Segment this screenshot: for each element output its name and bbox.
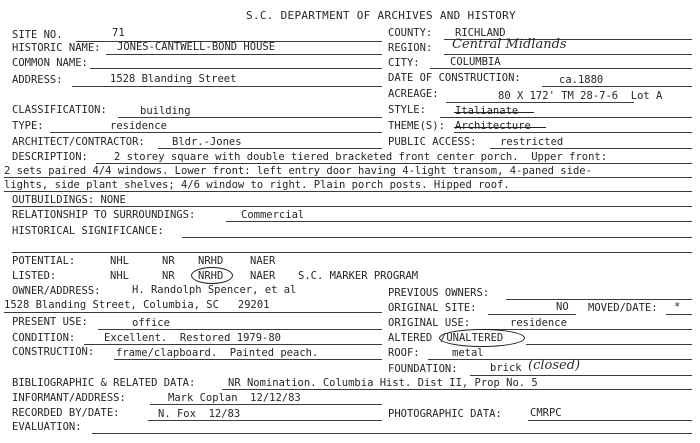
region-label: REGION: [388,42,433,54]
classification-line [118,117,382,118]
present-use-line [98,329,382,330]
original-site-label: ORIGINAL SITE: [388,302,477,314]
unaltered-circle [439,329,525,347]
original-use-line [480,329,692,330]
foundation-value: brick [490,362,522,374]
relationship-value: Commercial [241,209,305,221]
form-header: S.C. DEPARTMENT OF ARCHIVES AND HISTORY [246,9,516,22]
present-use-label: PRESENT USE: [12,316,88,328]
foundation-note: (closed) [528,358,581,373]
original-use-value: residence [510,317,567,329]
description-rule-3 [4,191,692,192]
listed-option-nrhd: NRHD [198,270,224,282]
type-line [50,132,382,133]
owner-address-value: 1528 Blanding Street, Columbia, SC 29201 [4,299,270,311]
previous-owners-label: PREVIOUS OWNERS: [388,287,490,299]
region-line [444,54,692,55]
listed-option-nhl: NHL [110,270,129,282]
roof-value: metal [452,347,484,359]
description-label: DESCRIPTION: [12,151,88,163]
photographic-data-label: PHOTOGRAPHIC DATA: [388,408,502,420]
altered-option: /UNALTERED [440,332,504,344]
address-label: ADDRESS: [12,74,63,86]
acreage-label: ACREAGE: [388,88,439,100]
architect-label: ARCHITECT/CONTRACTOR: [12,136,145,148]
date-of-construction-value: ca.1880 [559,74,604,86]
classification-value: building [140,105,191,117]
architect-value: Bldr.-Jones [172,136,242,148]
county-value: RICHLAND [455,27,506,39]
construction-line [114,359,382,360]
date-of-construction-line [542,86,692,87]
recorded-by-value: N. Fox 12/83 [158,408,241,420]
acreage-value: 80 X 172' TM 28-7-6 Lot A [498,90,663,102]
city-label: CITY: [388,57,420,69]
common-name-label: COMMON NAME: [12,57,88,69]
county-label: COUNTY: [388,27,433,39]
site-no-label: SITE NO. [12,29,63,41]
altered-line [526,344,692,345]
bibliographic-line [222,389,692,390]
region-value: Central Midlands [452,37,567,52]
evaluation-line [92,433,692,434]
moved-date-value: * [674,301,681,313]
public-access-value: restricted [500,136,564,148]
owner-value: H. Randolph Spencer, et al [132,284,297,296]
potential-option-nr: NR [162,255,175,267]
original-site-value: NO [556,301,569,313]
potential-option-naer: NAER [250,255,276,267]
moved-date-line [666,314,692,315]
original-site-line [488,314,576,315]
condition-value: Excellent. Restored 1979-80 [104,332,282,344]
description-line-1: 2 storey square with double tiered bracketed front center porch. Upper front: [114,151,608,163]
potential-option-nrhd: NRHD [198,255,224,267]
informant-label: INFORMANT/ADDRESS: [12,392,126,404]
listed-option-naer: NAER [250,270,276,282]
description-rule-1 [96,163,692,164]
theme-value: Architecture [455,120,531,132]
recorded-by-line [148,420,382,421]
city-line [430,68,692,69]
photographic-data-line [528,420,692,421]
moved-date-label: MOVED/DATE: [588,302,658,314]
site-no-value: 71 [112,27,125,39]
photographic-data-value: CMRPC [530,407,562,419]
architect-line [158,148,382,149]
owner-address-line [4,312,382,313]
public-access-label: PUBLIC ACCESS: [388,136,477,148]
address-line [72,86,382,87]
outbuildings-label: OUTBUILDINGS: NONE [12,194,126,206]
style-value: Italianate [455,105,519,117]
potential-label: POTENTIAL: [12,255,76,267]
foundation-label: FOUNDATION: [388,363,458,375]
foundation-line [470,375,692,376]
theme-label: THEME(S): [388,120,445,132]
historic-name-label: HISTORIC NAME: [12,42,101,54]
listed-nrhd-circle [191,267,233,284]
type-value: residence [110,120,167,132]
city-value: COLUMBIA [450,56,501,68]
present-use-value: office [132,317,170,329]
bibliographic-label: BIBLIOGRAPHIC & RELATED DATA: [12,377,196,389]
type-label: TYPE: [12,120,44,132]
section-divider [12,252,692,253]
sc-marker-label: S.C. MARKER PROGRAM [298,270,419,282]
potential-option-nhl: NHL [110,255,129,267]
common-name-line [90,68,382,69]
style-strikethrough [454,112,534,113]
relationship-label: RELATIONSHIP TO SURROUNDINGS: [12,209,196,221]
outbuildings-line [12,206,692,207]
listed-option-nr: NR [162,270,175,282]
style-line [440,117,692,118]
original-use-label: ORIGINAL USE: [388,317,471,329]
style-label: STYLE: [388,104,426,116]
recorded-by-label: RECORDED BY/DATE: [12,407,120,419]
theme-strikethrough [454,127,546,128]
owner-address-label: OWNER/ADDRESS: [12,285,101,297]
historical-significance-label: HISTORICAL SIGNIFICANCE: [12,225,164,237]
evaluation-label: EVALUATION: [12,421,82,433]
informant-line [150,404,382,405]
roof-label: ROOF: [388,347,420,359]
construction-value: frame/clapboard. Painted peach. [116,347,319,359]
address-value: 1528 Blanding Street [110,73,237,85]
previous-owners-line [506,299,692,300]
listed-label: LISTED: [12,270,57,282]
informant-value: Mark Coplan 12/12/83 [168,392,301,404]
date-of-construction-label: DATE OF CONSTRUCTION: [388,72,521,84]
description-rule-2 [4,177,692,178]
public-access-line [490,148,692,149]
condition-label: CONDITION: [12,332,76,344]
historical-significance-line [182,237,692,238]
bibliographic-value: NR Nomination. Columbia Hist. Dist II, Prop No. 5 [228,377,538,389]
historic-name-value: JONES-CANTWELL-BOND HOUSE [117,41,276,53]
theme-line [454,132,692,133]
acreage-line [446,102,634,103]
description-line-3: lights, side plant shelves; 4/6 window to right. Plain porch posts. Hipped roof. [4,179,510,191]
relationship-line [226,221,692,222]
construction-label: CONSTRUCTION: [12,346,95,358]
condition-line [84,344,382,345]
historic-name-line [106,54,382,55]
classification-label: CLASSIFICATION: [12,104,107,116]
description-line-2: 2 sets paired 4/4 windows. Lower front: left entry door having 4-light transom, 4-paned side- [4,165,592,177]
altered-label: ALTERED [388,332,433,344]
